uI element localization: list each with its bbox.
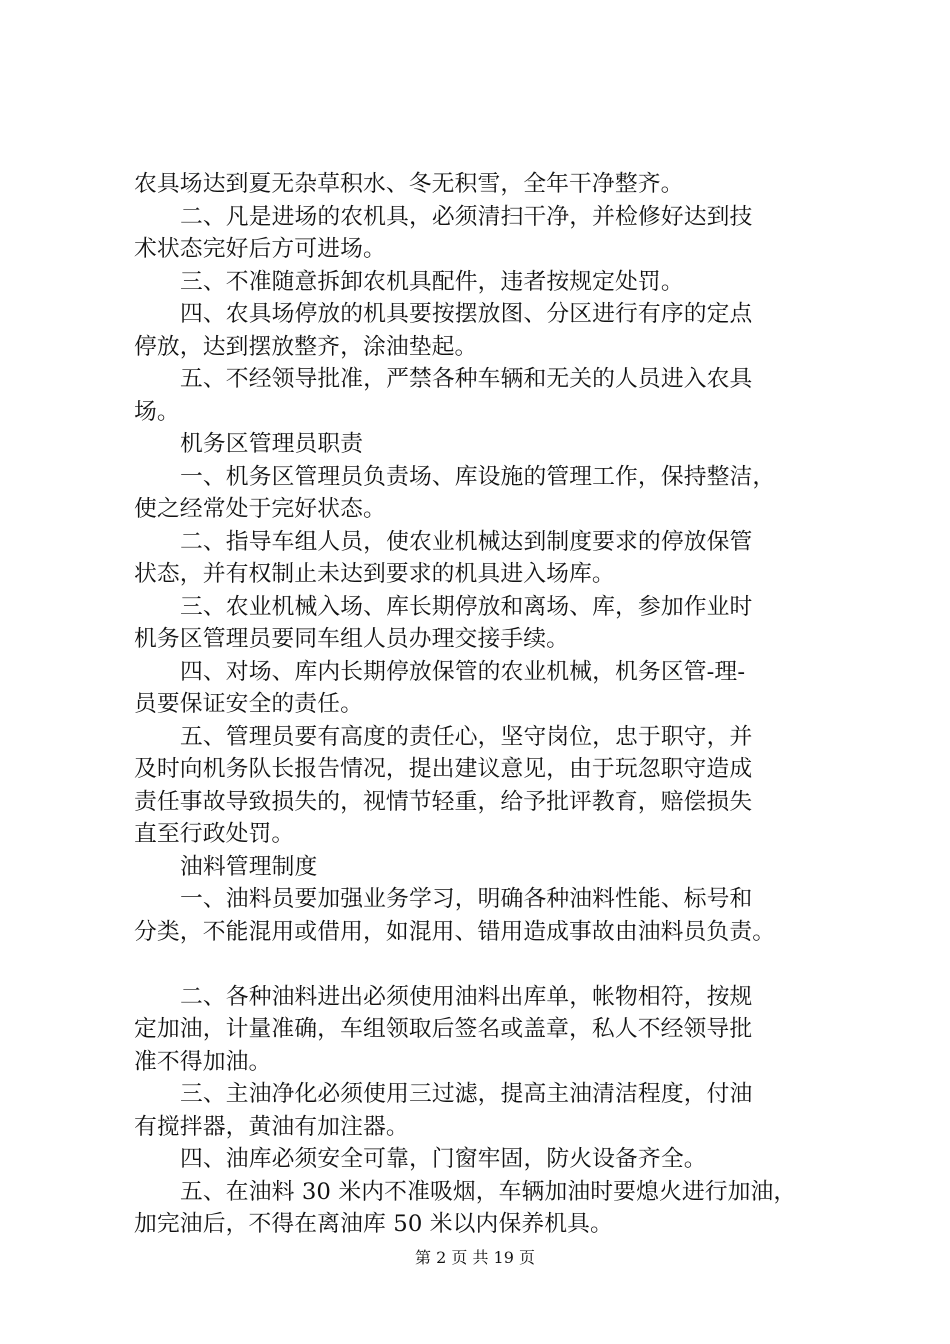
text-line: 一、油料员要加强业务学习，明确各种油料性能、标号和 (180, 886, 753, 912)
text-line: 机务区管理员职责 (180, 431, 364, 457)
text-line: 术状态完好后方可进场。 (134, 236, 386, 262)
text-line: 三、农业机械入场、库长期停放和离场、库，参加作业时 (180, 593, 753, 620)
page-number: 第 2 页 共 19 页 (415, 1248, 535, 1267)
text-line: 场。 (134, 398, 180, 425)
text-line: 二、指导车组人员，使农业机械达到制度要求的停放保管 (180, 528, 753, 555)
text-line: 四、对场、库内长期停放保管的农业机械，机务区管-理- (180, 658, 746, 685)
text-line: 二、各种油料进出必须使用油料出库单，帐物相符，按规 (180, 983, 753, 1010)
text-line: 四、油库必须安全可靠，门窗牢固，防火设备齐全。 (180, 1146, 707, 1172)
text-line: 一、机务区管理员负责场、库设施的管理工作，保持整洁， (180, 463, 776, 490)
text-line: 有搅拌器，黄油有加注器。 (134, 1113, 409, 1140)
text-line: 定加油，计量准确，车组领取后签名或盖章，私人不经领导批 (134, 1016, 753, 1042)
text-line: 农具场达到夏无杂草积水、冬无积雪，全年干净整齐。 (134, 171, 684, 197)
text-line: 分类，不能混用或借用，如混用、错用造成事故由油料员负责。 (134, 918, 776, 945)
text-line: 五、在油料 30 米内不准吸烟，车辆加油时要熄火进行加油， (180, 1178, 797, 1205)
text-line: 三、主油净化必须使用三过滤，提高主油清洁程度，付油 (180, 1081, 753, 1107)
text-line: 及时向机务队长报告情况，提出建议意见，由于玩忽职守造成 (134, 756, 753, 782)
text-line: 五、管理员要有高度的责任心，坚守岗位，忠于职守，并 (180, 723, 753, 750)
page-footer (0, 1248, 950, 1268)
text-line: 四、农具场停放的机具要按摆放图、分区进行有序的定点 (180, 301, 753, 327)
text-line: 油料管理制度 (180, 853, 318, 880)
text-line: 五、不经领导批准，严禁各种车辆和无关的人员进入农具 (180, 366, 753, 392)
text-line: 员要保证安全的责任。 (134, 691, 363, 717)
text-line: 责任事故导致损失的，视情节轻重，给予批评教育，赔偿损失 (134, 788, 753, 815)
blank-line (134, 948, 854, 981)
document-body (134, 168, 854, 1241)
text-line: 准不得加油。 (134, 1048, 272, 1075)
text-line: 状态，并有权制止未达到要求的机具进入场库。 (134, 561, 615, 587)
text-line: 机务区管理员要同车组人员办理交接手续。 (134, 626, 570, 652)
text-line: 停放，达到摆放整齐，涂油垫起。 (134, 333, 478, 360)
text-line: 使之经常处于完好状态。 (134, 496, 386, 522)
text-line: 加完油后，不得在离油库 50 米以内保养机具。 (134, 1211, 613, 1237)
text-line: 直至行政处罚。 (134, 821, 295, 847)
text-line: 三、不准随意拆卸农机具配件，违者按规定处罚。 (180, 268, 684, 295)
text-line: 二、凡是进场的农机具，必须清扫干净，并检修好达到技 (180, 203, 753, 230)
